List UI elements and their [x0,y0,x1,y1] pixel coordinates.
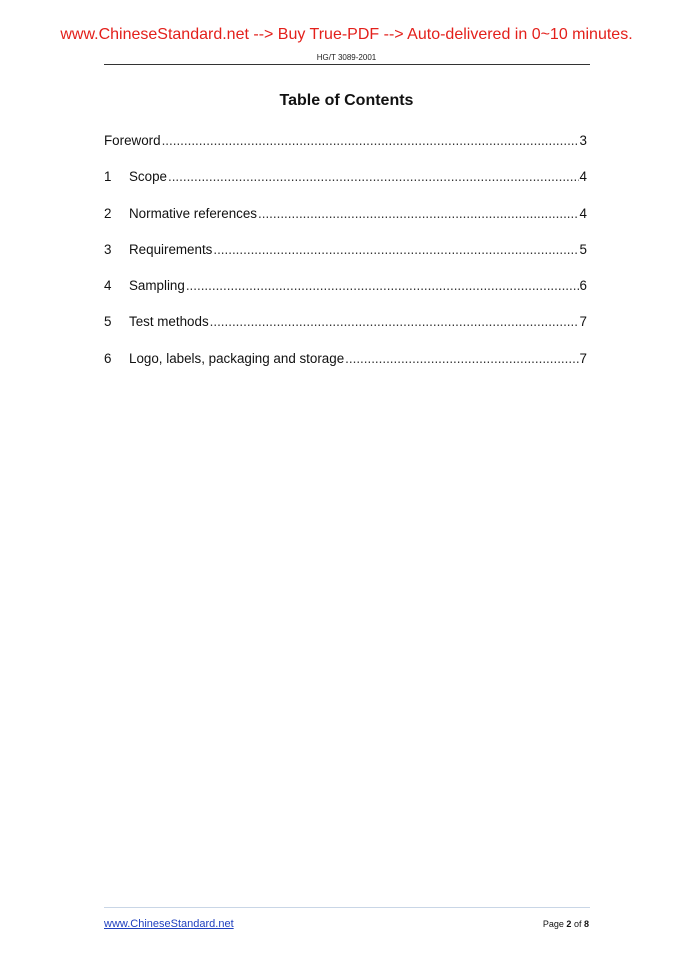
page-current: 2 [566,919,572,929]
toc-entry-label: Foreword [104,133,161,148]
toc-entry-label: Normative references [129,205,258,221]
toc-entry-page: 6 [579,278,587,294]
toc-entry-number: 3 [104,241,112,257]
toc-entry-normative-references[interactable] [104,206,587,242]
toc-entry-label: Test methods [129,314,209,330]
toc-dot-leader [162,133,579,148]
toc-entry-test-methods[interactable] [104,314,587,350]
table-of-contents [104,133,587,387]
toc-entry-label: Scope [129,169,167,185]
toc-dot-leader [210,314,579,329]
page-of-word: of [573,919,582,929]
toc-entry-foreword[interactable] [104,133,587,169]
toc-entry-page: 4 [579,169,587,185]
toc-entry-label: Logo, labels, packaging and storage [129,350,345,366]
promo-banner[interactable]: www.ChineseStandard.net --> Buy True-PDF --> Auto-delivered in 0~10 minutes. [60,26,633,43]
toc-entry-number: 1 [104,169,112,185]
toc-entry-number: 2 [104,205,112,221]
toc-title: Table of Contents [279,92,414,109]
toc-entry-requirements[interactable] [104,242,587,278]
toc-entry-page: 7 [579,314,587,330]
toc-entry-label: Requirements [129,241,213,257]
toc-entry-logo-labels-packaging-storage[interactable] [104,351,587,387]
toc-entry-label: Sampling [129,278,185,294]
toc-dot-leader [345,351,578,366]
toc-entry-page: 3 [579,133,587,148]
page-total: 8 [583,919,589,929]
toc-dot-leader [168,169,579,184]
toc-entry-page: 7 [579,350,587,366]
footer-website-link[interactable]: www.ChineseStandard.net [104,918,234,930]
footer-divider [104,907,590,908]
toc-entry-page: 4 [579,205,587,221]
header-divider [104,64,590,65]
toc-entry-scope[interactable] [104,169,587,205]
toc-entry-number: 5 [104,314,112,330]
toc-dot-leader [186,278,579,293]
toc-entry-number: 4 [104,278,112,294]
footer-page-number [543,919,589,929]
toc-entry-number: 6 [104,350,112,366]
toc-dot-leader [213,242,578,257]
toc-entry-page: 5 [579,241,587,257]
toc-entry-sampling[interactable] [104,278,587,314]
page-word: Page [542,919,564,929]
document-code: HG/T 3089-2001 [316,53,377,62]
toc-dot-leader [258,206,579,221]
